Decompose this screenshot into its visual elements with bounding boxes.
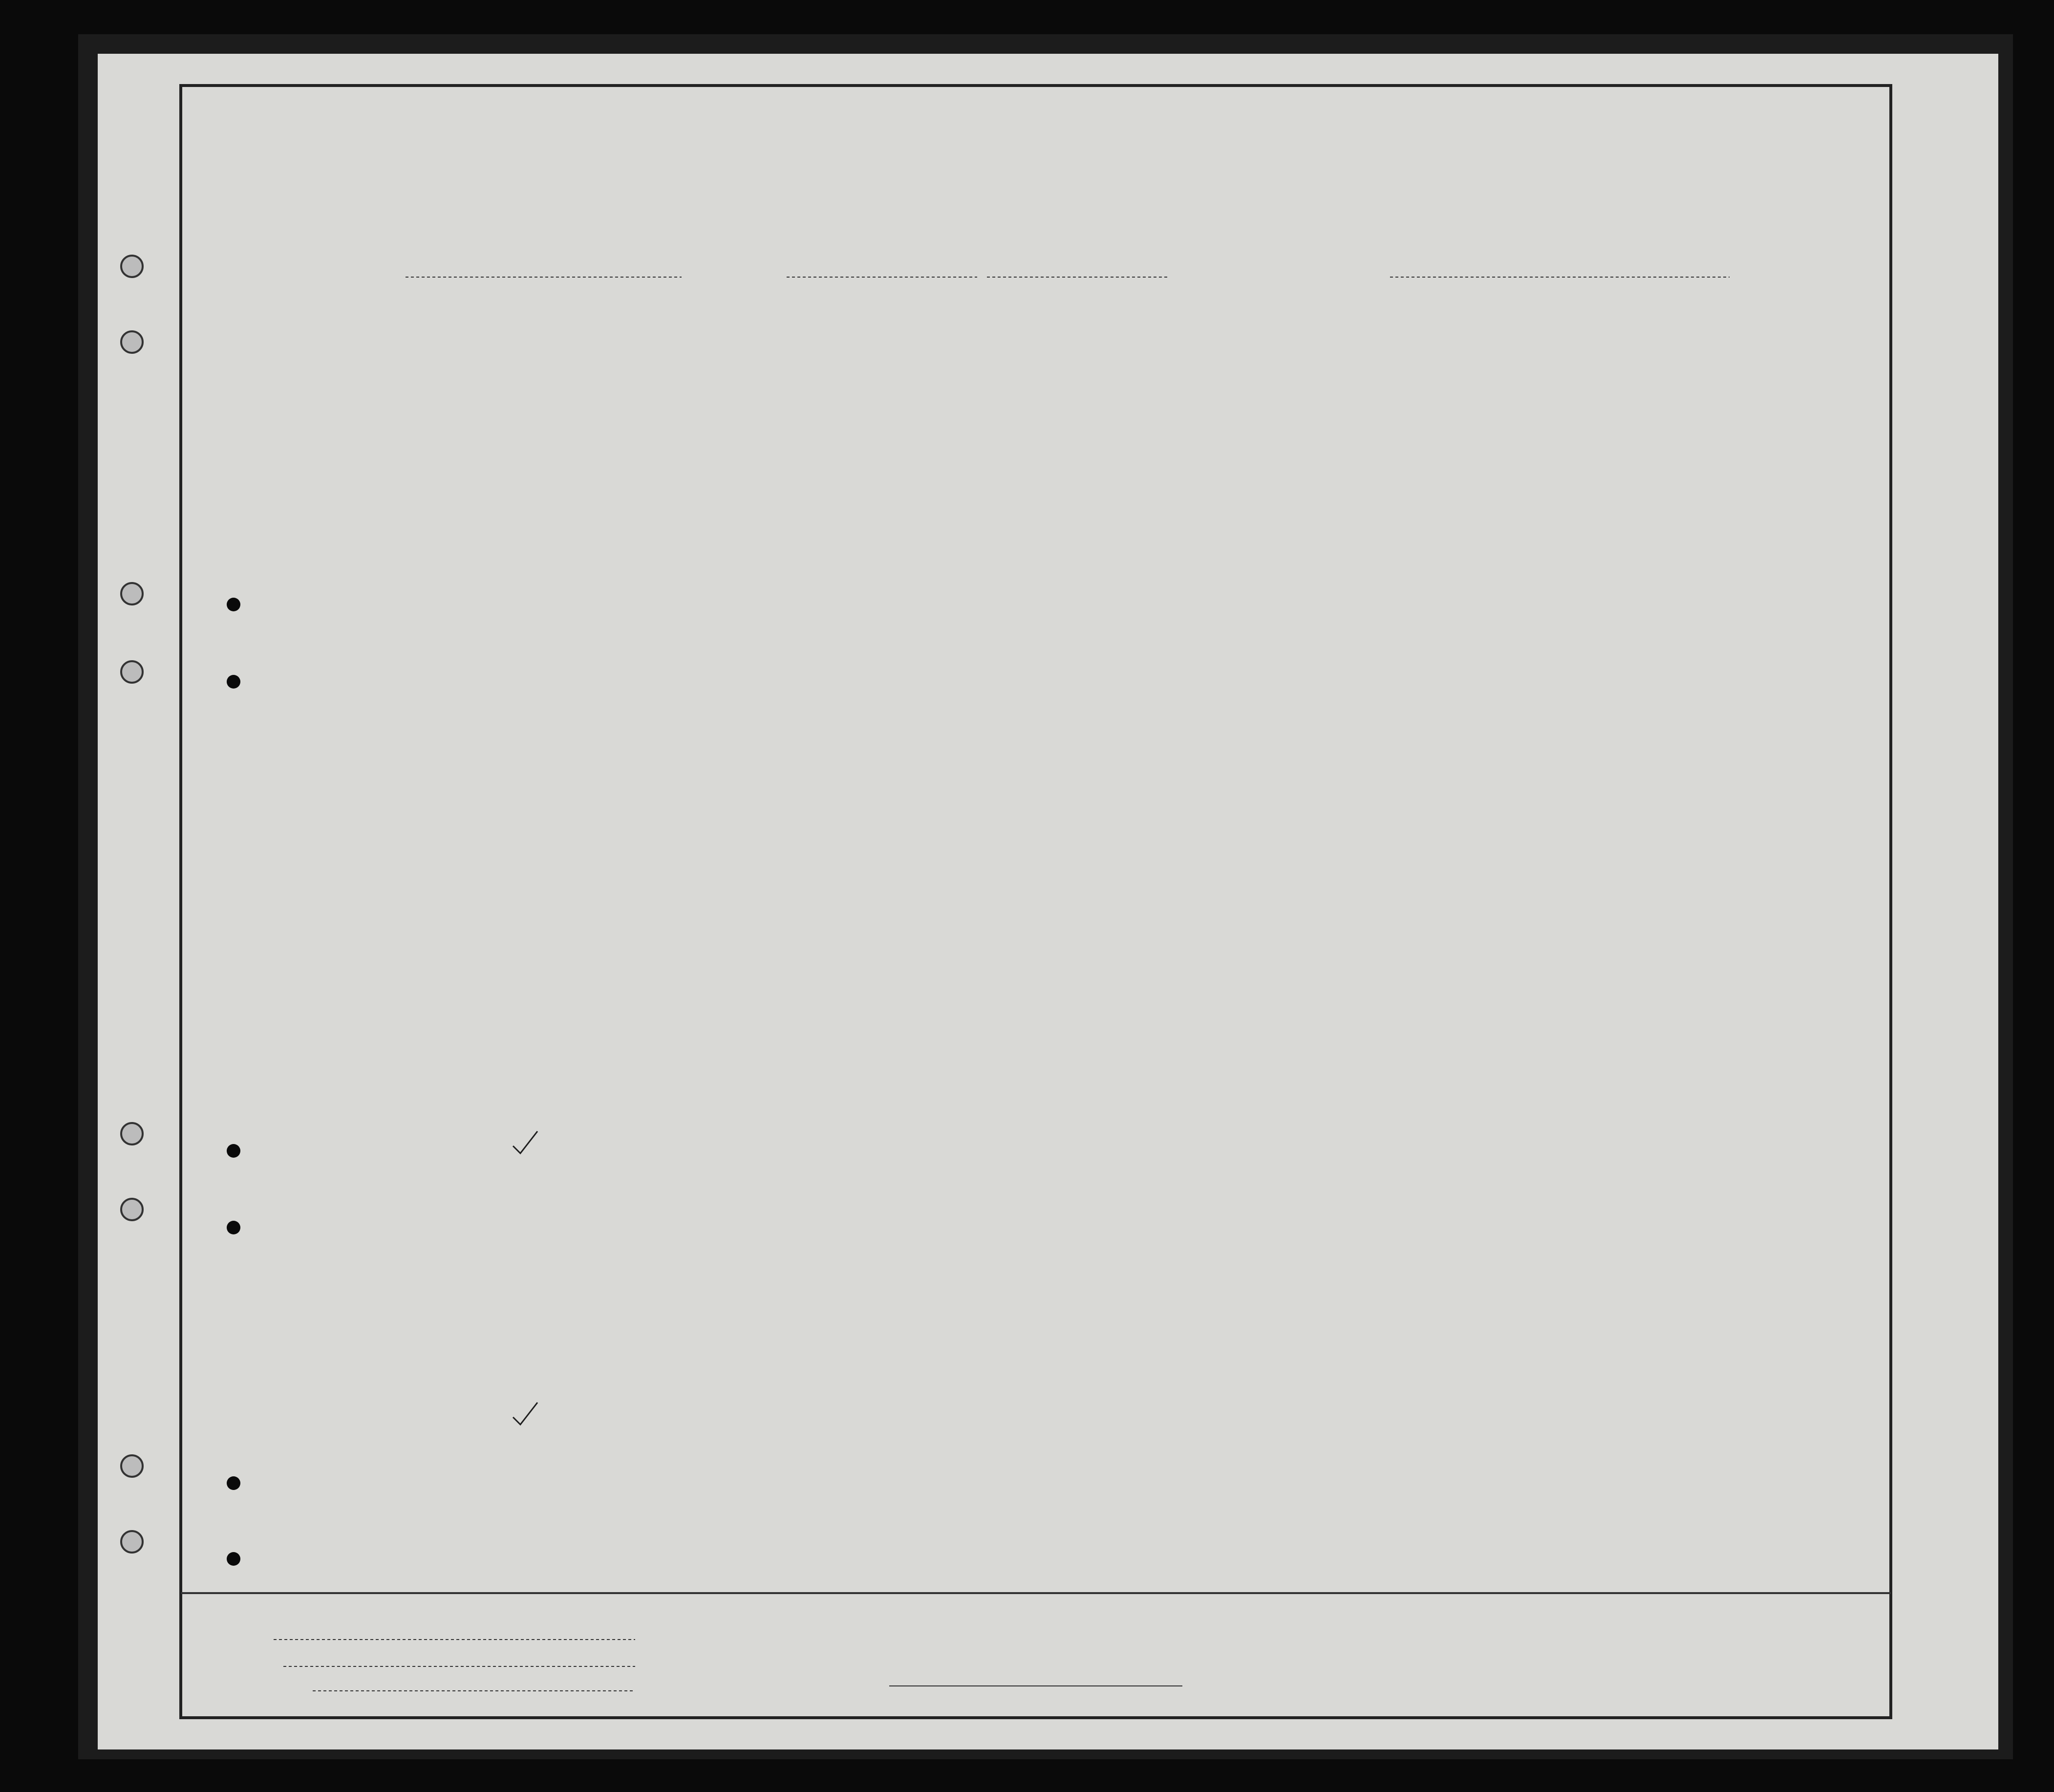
binder-hole	[121, 1531, 143, 1553]
binder-hole	[121, 583, 143, 605]
col-8-label-box	[1170, 337, 1214, 376]
col-2-label-box	[288, 330, 391, 393]
binder-hole	[121, 1455, 143, 1477]
col-7-label-box	[1082, 330, 1165, 389]
col-15-label-box	[1600, 342, 1698, 381]
binder-hole	[121, 331, 143, 353]
punch-hole	[227, 1144, 240, 1158]
binder-hole	[121, 1199, 143, 1220]
punch-hole	[227, 675, 240, 689]
punch-hole	[227, 1476, 240, 1490]
col-5-label-box	[806, 342, 904, 381]
paper-sheet	[98, 54, 1998, 1749]
punch-hole	[227, 598, 240, 611]
binder-hole	[121, 256, 143, 277]
binder-hole	[121, 661, 143, 683]
punch-hole	[227, 1552, 240, 1566]
col-4-label-box	[726, 327, 799, 396]
punch-hole	[227, 1221, 240, 1234]
binder-hole	[121, 1123, 143, 1144]
